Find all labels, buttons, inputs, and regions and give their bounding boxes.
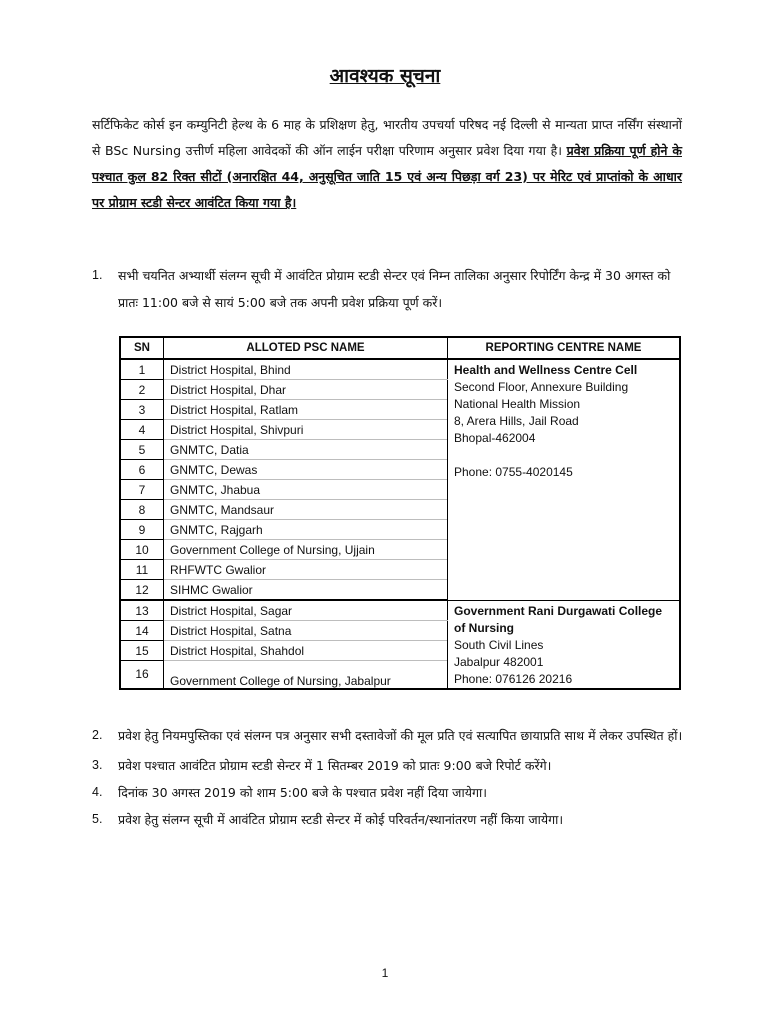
cell-sn: 16 <box>120 661 164 689</box>
cell-psc-name: District Hospital, Sagar <box>164 600 448 621</box>
cell-sn: 13 <box>120 600 164 621</box>
cell-sn: 3 <box>120 400 164 420</box>
reporting-centre-name: Health and Wellness Centre Cell <box>454 363 638 377</box>
item-number: 3. <box>92 758 103 772</box>
cell-psc-name: GNMTC, Rajgarh <box>164 520 448 540</box>
item-text: प्रवेश हेतु नियमपुस्तिका एवं संलग्न पत्र अनुसार सभी दस्तावेजों की मूल प्रति एवं सत्यापित छायाप्रति साथ में लेकर उपस्थित हों। <box>118 728 683 743</box>
table-header-row <box>120 337 680 359</box>
item-text: सभी चयनित अभ्यार्थी संलग्न सूची में आवंटित प्रोग्राम स्टडी सेन्टर एवं निम्न तालिका अनुसार रिपोर्टिंग केन्द्र में 30 अगस्त को प्रातः 11:00 बजे से सायं 5:00 बजे तक अपनी प्रवेश प्रक्रिया पूर्ण करें। <box>118 268 671 310</box>
cell-sn: 7 <box>120 480 164 500</box>
reporting-centre-address-line: South Civil Lines <box>454 637 544 652</box>
instruction-item-3 <box>92 752 684 779</box>
cell-sn: 4 <box>120 420 164 440</box>
cell-sn: 12 <box>120 580 164 601</box>
intro-paragraph <box>92 112 682 216</box>
intro-text: सर्टिफिकेट कोर्स इन कम्युनिटी हेल्थ के 6 माह के प्रशिक्षण हेतु, भारतीय उपचर्या परिषद नई दिल्ली से मान्यता प्राप्त नर्सिंग संस्थानों से BSc Nursing उत्तीर्ण महिला आवेदकों की ऑन लाईन परीक्षा परिणाम अनुसार प्रवेश दिया गया है। <box>92 117 682 158</box>
instruction-item-5 <box>92 806 684 833</box>
item-number: 4. <box>92 785 103 799</box>
header-reporting-centre: REPORTING CENTRE NAME <box>448 337 681 359</box>
header-sn: SN <box>120 337 164 359</box>
reporting-centre-address-line: National Health Mission <box>454 397 581 411</box>
reporting-centre-name: Government Rani Durgawati College of Nursing <box>454 603 663 635</box>
cell-psc-name: District Hospital, Bhind <box>164 359 448 380</box>
page-number: 1 <box>381 966 389 980</box>
intro-highlight: प्रवेश प्रक्रिया पूर्ण होने के पश्चात कुल 82 रिक्त सीटों (अनारक्षित 44, अनुसूचित जाति 15 एवं अन्य पिछड़ा वर्ग 23) पर मेरिट एवं प्राप्तांको के आधार पर प्रोग्राम स्टडी सेन्टर आवंटित किया गया है। <box>92 143 682 210</box>
cell-reporting-centre <box>448 600 681 689</box>
table-row <box>120 600 680 621</box>
reporting-centre-address-line: Jabalpur 482001 <box>454 654 544 669</box>
cell-psc-name: GNMTC, Mandsaur <box>164 500 448 520</box>
reporting-centre-phone: Phone: 076126 20216 <box>454 671 573 686</box>
cell-sn: 6 <box>120 460 164 480</box>
instruction-item-4 <box>92 779 684 806</box>
page-title: आवश्यक सूचना <box>329 65 441 87</box>
cell-sn: 5 <box>120 440 164 460</box>
cell-psc-name: District Hospital, Dhar <box>164 380 448 400</box>
cell-psc-name: District Hospital, Ratlam <box>164 400 448 420</box>
cell-sn: 8 <box>120 500 164 520</box>
reporting-centre-address-line: Bhopal-462004 <box>454 431 536 445</box>
cell-sn: 1 <box>120 359 164 380</box>
item-text: दिनांक 30 अगस्त 2019 को शाम 5:00 बजे के पश्चात प्रवेश नहीं दिया जायेगा। <box>118 785 487 800</box>
cell-psc-name: GNMTC, Dewas <box>164 460 448 480</box>
item-text: प्रवेश पश्चात आवंटित प्रोग्राम स्टडी सेन्टर में 1 सितम्बर 2019 को प्रातः 9:00 बजे रिपोर्ट करेंगे। <box>118 758 552 773</box>
cell-psc-name: SIHMC Gwalior <box>164 580 448 601</box>
spacer <box>454 447 673 464</box>
table-row <box>120 359 680 380</box>
cell-sn: 2 <box>120 380 164 400</box>
item-number: 1. <box>92 268 103 282</box>
item-text: प्रवेश हेतु संलग्न सूची में आवंटित प्रोग्राम स्टडी सेन्टर में कोई परिवर्तन/स्थानांतरण नहीं किया जायेगा। <box>118 812 564 827</box>
item-number: 5. <box>92 812 103 826</box>
cell-reporting-centre <box>448 359 681 600</box>
cell-sn: 9 <box>120 520 164 540</box>
instruction-list <box>92 722 684 833</box>
cell-psc-name: GNMTC, Datia <box>164 440 448 460</box>
reporting-centre-address-line: Second Floor, Annexure Building <box>454 380 629 394</box>
instruction-item-1 <box>92 262 682 316</box>
cell-psc-name: Government College of Nursing, Jabalpur <box>164 661 448 689</box>
reporting-centre-address-line: 8, Arera Hills, Jail Road <box>454 414 579 428</box>
cell-psc-name: Government College of Nursing, Ujjain <box>164 540 448 560</box>
cell-sn: 15 <box>120 641 164 661</box>
cell-psc-name: GNMTC, Jhabua <box>164 480 448 500</box>
cell-psc-name: District Hospital, Shivpuri <box>164 420 448 440</box>
allotment-table <box>119 336 681 690</box>
reporting-centre-phone: Phone: 0755-4020145 <box>454 465 573 479</box>
header-psc-name: ALLOTED PSC NAME <box>164 337 448 359</box>
item-number: 2. <box>92 728 103 742</box>
cell-sn: 10 <box>120 540 164 560</box>
cell-sn: 14 <box>120 621 164 641</box>
instruction-item-2 <box>92 722 684 749</box>
cell-psc-name: District Hospital, Shahdol <box>164 641 448 661</box>
cell-psc-name: District Hospital, Satna <box>164 621 448 641</box>
cell-psc-name: RHFWTC Gwalior <box>164 560 448 580</box>
cell-sn: 11 <box>120 560 164 580</box>
